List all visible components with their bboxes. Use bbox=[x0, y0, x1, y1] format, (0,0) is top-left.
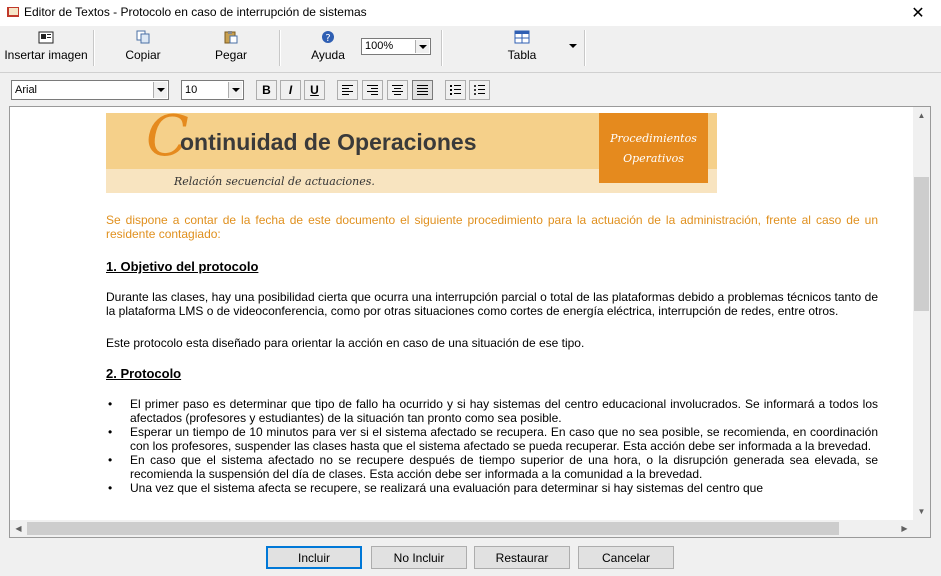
insert-image-button[interactable] bbox=[4, 30, 88, 66]
insert-image-label: Insertar imagen bbox=[4, 48, 88, 62]
help-button[interactable] bbox=[303, 30, 353, 66]
list-item: • Esperar un tiempo de 10 minutos para ver si el sistema afectado se recupera. En caso que no sea posible, se recomienda, en coordinación con los profesores, suspender las clases hasta que el sistema afectado se pueda recuperar. Esta acción debe ser informada a la brevedad. bbox=[106, 425, 878, 453]
toolbar-separator bbox=[441, 30, 443, 66]
table-label: Tabla bbox=[507, 48, 537, 62]
close-button[interactable] bbox=[895, 0, 941, 26]
font-size-select[interactable] bbox=[181, 80, 244, 100]
scroll-left-icon[interactable]: ◀ bbox=[15, 524, 22, 533]
chevron-down-icon[interactable] bbox=[228, 82, 242, 98]
scrollbar-corner bbox=[913, 520, 930, 537]
bullet-list-button[interactable] bbox=[469, 80, 490, 100]
app-book-icon bbox=[6, 6, 20, 18]
banner-box bbox=[599, 113, 708, 183]
horizontal-scrollbar[interactable] bbox=[10, 520, 913, 537]
copy-label: Copiar bbox=[125, 48, 161, 62]
horizontal-scroll-thumb[interactable] bbox=[27, 522, 839, 535]
italic-button[interactable]: I bbox=[280, 80, 301, 100]
chevron-down-icon[interactable] bbox=[415, 40, 429, 53]
justify-icon bbox=[417, 85, 428, 95]
align-center-icon bbox=[392, 85, 403, 95]
close-icon: ✕ bbox=[911, 5, 925, 22]
copy-button[interactable] bbox=[118, 30, 168, 66]
chevron-down-icon[interactable] bbox=[153, 82, 167, 98]
insert-image-icon bbox=[38, 30, 54, 44]
table-dropdown-icon[interactable] bbox=[569, 44, 577, 48]
bold-button[interactable]: B bbox=[256, 80, 277, 100]
paste-button[interactable] bbox=[206, 30, 256, 66]
not-include-button[interactable]: No Incluir bbox=[371, 546, 467, 569]
font-family-value: Arial bbox=[15, 84, 38, 96]
format-bar bbox=[0, 72, 941, 107]
bullet-list-icon bbox=[474, 85, 485, 95]
vertical-scroll-thumb[interactable] bbox=[914, 177, 929, 311]
align-left-button[interactable] bbox=[337, 80, 358, 100]
include-button[interactable]: Incluir bbox=[266, 546, 362, 569]
section1-heading: 1. Objetivo del protocolo bbox=[106, 259, 259, 274]
protocol-list bbox=[106, 397, 878, 495]
banner-box-line1: Procedimientos bbox=[610, 132, 697, 145]
vertical-scrollbar[interactable] bbox=[913, 107, 930, 520]
align-right-icon bbox=[367, 85, 378, 95]
section2-heading: 2. Protocolo bbox=[106, 366, 182, 381]
toolbar-separator bbox=[279, 30, 281, 66]
help-icon bbox=[320, 30, 336, 44]
numbered-list-button[interactable] bbox=[445, 80, 466, 100]
scroll-up-icon[interactable]: ▲ bbox=[917, 111, 926, 120]
paste-label: Pegar bbox=[214, 48, 248, 62]
table-button[interactable] bbox=[497, 30, 547, 66]
restore-button[interactable]: Restaurar bbox=[474, 546, 570, 569]
list-item: • En caso que el sistema afectado no se recupere después de tiempo superior de una hora, o la disrupción generada sea elevada, se recomienda la suspensión del día de clases. Esta acción debe ser informada a la comunidad a la brevedad. bbox=[106, 453, 878, 481]
align-center-button[interactable] bbox=[387, 80, 408, 100]
help-label: Ayuda bbox=[311, 48, 345, 62]
section1-paragraph-2: Este protocolo esta diseñado para orientar la acción en caso de una situación de ese tipo. bbox=[106, 336, 585, 350]
list-item: • Una vez que el sistema afecta se recupere, se realizará una evaluación para determinar si hay sistemas del centro que bbox=[106, 481, 878, 495]
align-left-icon bbox=[342, 85, 353, 95]
banner-title: ontinuidad de Operaciones bbox=[180, 129, 477, 155]
window-title: Editor de Textos - Protocolo en caso de interrupción de sistemas bbox=[24, 5, 367, 19]
numbered-list-icon bbox=[450, 85, 461, 95]
banner-box-line2: Operativos bbox=[623, 152, 684, 165]
zoom-select[interactable] bbox=[361, 38, 431, 55]
font-family-select[interactable] bbox=[11, 80, 169, 100]
banner-subtitle: Relación secuencial de actuaciones. bbox=[174, 175, 375, 188]
copy-icon bbox=[135, 30, 151, 44]
list-item: • El primer paso es determinar que tipo de fallo ha ocurrido y si hay sistemas del centro educacional involucrados. Se informará a todos los afectados (profesores y estudiantes) de la situación tan pronto como sea posible. bbox=[106, 397, 878, 425]
section1-paragraph: Durante las clases, hay una posibilidad cierta que ocurra una interrupción parcial o total de las plataformas debido a problemas técnicos tanto de la plataforma LMS o de videoconferencia, como por otras situaciones como cortes de energía eléctrica, interrupción de redes, entre otros. bbox=[106, 290, 878, 318]
document-banner bbox=[106, 106, 717, 193]
zoom-value: 100% bbox=[365, 40, 394, 52]
banner-initial: C bbox=[146, 106, 189, 169]
svg-text:?: ? bbox=[325, 33, 331, 44]
title-bar bbox=[0, 0, 941, 26]
justify-button[interactable] bbox=[412, 80, 433, 100]
font-size-value: 10 bbox=[185, 84, 198, 96]
toolbar bbox=[0, 26, 941, 70]
document-editor[interactable] bbox=[9, 106, 931, 538]
align-right-button[interactable] bbox=[362, 80, 383, 100]
paste-icon bbox=[223, 30, 239, 44]
intro-paragraph: Se dispone a contar de la fecha de este documento el siguiente procedimiento para la actuación de la administración, frente al caso de un residente contagiado: bbox=[106, 213, 878, 241]
toolbar-separator bbox=[584, 30, 586, 66]
table-icon bbox=[514, 30, 530, 44]
underline-button[interactable]: U bbox=[304, 80, 325, 100]
toolbar-separator bbox=[93, 30, 95, 66]
scroll-down-icon[interactable]: ▼ bbox=[917, 507, 926, 516]
scroll-right-icon[interactable]: ▶ bbox=[901, 524, 908, 533]
cancel-button[interactable]: Cancelar bbox=[578, 546, 674, 569]
